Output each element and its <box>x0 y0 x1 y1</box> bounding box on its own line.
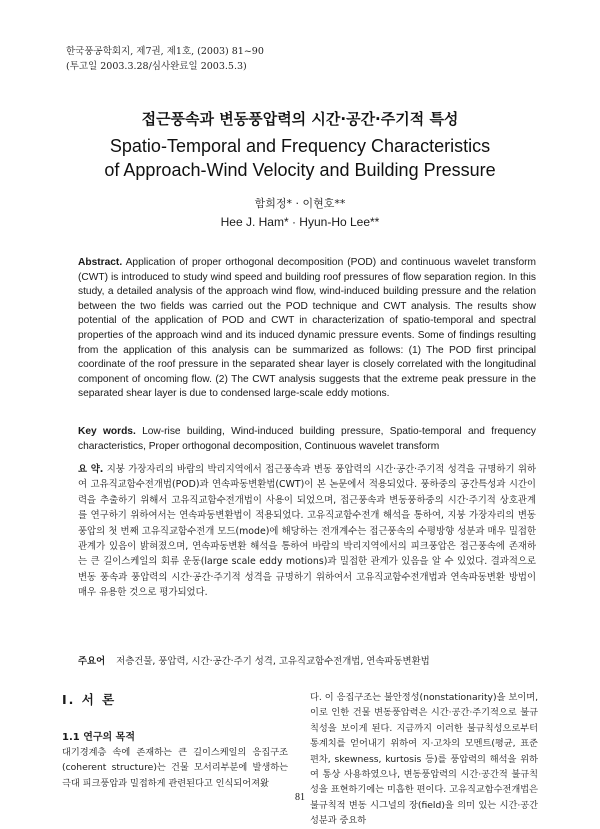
abstract <box>78 256 536 402</box>
keywords-label: Key words. <box>78 426 136 437</box>
english-authors: Hee J. Ham* · Hyun-Ho Lee** <box>220 215 380 229</box>
korean-abstract <box>78 462 536 601</box>
korean-keywords-text: 저층건물, 풍압력, 시간·공간·주기 성격, 고유직교함수전개법, 연속파동변환법 <box>116 656 430 667</box>
journal-citation: 한국풍공학회지, 제7권, 제1호, (2003) 81~90 <box>66 46 264 57</box>
section-heading: I. 서 론 <box>62 692 117 707</box>
subsection-heading: 1.1 연구의 목적 <box>62 732 135 743</box>
right-column-text: 다. 이 응집구조는 불안정성(nonstationarity)을 보이며, 이로 인한 건물 변동풍압력은 시간·공간·주기적으로 불규칙성을 보이게 된다. 지금까지 이러한 불규칙성으로부터 통계치를 얻어내기 위하여 지·고차의 모멘트(평균, 표준편차, skewness, kurtosis 등)를 풍압력의 해석을 위하여 통상 사용하였으나, 변동풍압력의 시간·공간적 불규칙성을 표현하기에는 미흡한 편이다. 고유직교함수전개법은 불규칙적 변동 시그널의 장(field)을 의미 있는 시간·공간 성분과 중요하 <box>310 692 538 827</box>
korean-authors: 함희정* · 이현호** <box>254 197 346 210</box>
introduction-text: 대기경계층 속에 존재하는 큰 길이스케일의 응집구조(coherent structure)는 건물 모서리부분에 발생하는 극대 피크풍압과 밀접하게 관련된다고 인식되어져왔 <box>62 747 288 789</box>
korean-keywords <box>78 654 536 669</box>
english-title-line2: of Approach-Wind Velocity and Building Pressure <box>104 160 496 180</box>
keywords <box>78 425 536 454</box>
english-title-line1: Spatio-Temporal and Frequency Characteristics <box>109 136 491 156</box>
korean-abstract-text: 지붕 가장자리의 바람의 박리지역에서 접근풍속과 변동 풍압력의 시간·공간·주기적 성격을 규명하기 위하여 고유직교함수전개법(POD)과 연속파동변환법(CWT)이 본 논문에서 적용되었다. 풍하중의 공간특성과 시간이력을 추출하기 위해서 고유직교함수전개법이 사용이 되었으며, 접근풍속과 변동풍하중의 시간·주기적 상호관계를 연구하기 위하여서는 연속파동변환법이 적용되었다. 고유직교함수전개 해석을 통하여, 지붕 가장자리의 변동풍압의 첫 번째 고유직교함수전개 모드(mode)에 해당하는 전개계수는 접근풍속의 수평방향 성분과 매우 밀접한 관계가 있음이 밝혀졌으며, 연속파동변환 해석을 통하여 바람의 박리지역에서의 피크풍압은 접근풍속에 존재하는 큰 길이스케일의 회류 운동(large scale eddy motions)과 밀접한 관계가 있음을 알 수 있었다. 결과적으로 변동 풍속과 풍압력의 시간·공간·주기적 성격을 규명하기 위하여서 고유직교함수전개법과 연속파동변환 방법이 매우 유용한 것으로 평가되었다. <box>78 464 536 599</box>
left-column <box>62 690 288 791</box>
abstract-label: Abstract. <box>78 257 123 268</box>
english-title <box>0 134 600 182</box>
korean-abstract-label: 요 약. <box>78 464 104 475</box>
keywords-text: Low-rise building, Wind-induced building pressure, Spatio-temporal and frequency characteristics, Proper orthogonal decomposition, Continuous wavelet transform <box>78 426 536 452</box>
submission-dates: (투고일 2003.3.28/심사완료일 2003.5.3) <box>66 61 247 72</box>
journal-header <box>66 44 264 74</box>
korean-title: 접근풍속과 변동풍압력의 시간·공간·주기적 특성 <box>141 110 459 128</box>
korean-keywords-label: 주요어 <box>78 656 106 667</box>
abstract-text: Application of proper orthogonal decomposition (POD) and continuous wavelet transform (CWT) is introduced to study wind speed and building roof pressures of flow separation region. In this study, a detailed analysis of the approach wind flow, wind-induced building pressure and the relation between the two fields was carried out the POD technique and CWT analysis. The results show potential of the application of POD and CWT in characterization of spatio-temporal and spectral properties of the approach wind and its induced dynamic pressure events. Some of findings resulting from the application of this analysis can be summarized as follows: (1) The POD first principal coordinate of the roof pressure in the separated shear layer is closely correlated with the longitudinal component of oncoming flow. (2) The CWT analysis suggests that the extreme peak pressure in the separated shear layer is due to condensed large-scale eddy motions. <box>78 257 536 400</box>
page-number: 81 <box>295 792 305 803</box>
